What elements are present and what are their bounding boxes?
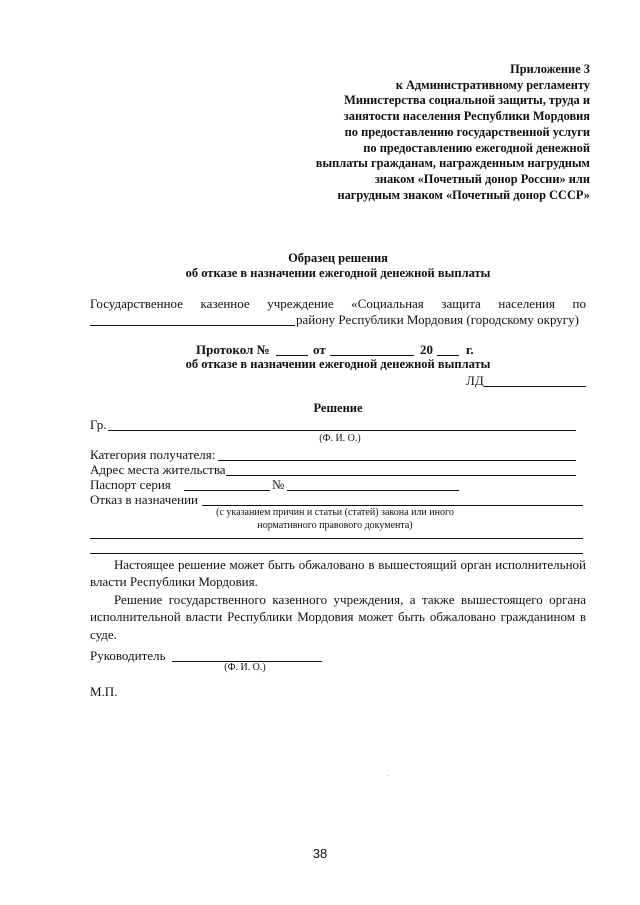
sample-title-block: [90, 251, 586, 281]
passport-label: Паспорт серия: [90, 477, 171, 492]
passport-number-label: №: [272, 477, 285, 492]
seal-label: М.П.: [90, 684, 118, 699]
appendix-line: выплаты гражданам, награжденным нагрудным: [315, 156, 590, 171]
appendix-line: нагрудным знаком «Почетный донор СССР»: [337, 187, 590, 202]
protocol-subtitle: [90, 357, 586, 372]
decision-heading-block: [90, 401, 586, 416]
refusal-label: Отказ в назначении: [90, 492, 198, 507]
appendix-line: Приложение 3: [510, 62, 590, 76]
reason-caption-2: нормативного правового документа): [257, 520, 413, 531]
district-blank: [90, 325, 295, 326]
appeal-paragraph-2: Решение государственного казенного учреждения, а также вышестоящего органа исполнительной власти Республики Мордовия может быть обжаловано гражданином в суде.: [90, 591, 586, 642]
protocol-subtitle-text: об отказе в назначении ежегодной денежной выплаты: [185, 357, 491, 371]
appeal-paragraph-1: Настоящее решение может быть обжаловано в вышестоящий орган исполнительной власти Республики Мордовия.: [90, 557, 586, 590]
protocol-date-blank: [330, 355, 414, 356]
citizen-fio-blank: [108, 430, 576, 431]
protocol-label: Протокол №: [196, 342, 270, 357]
protocol-number-blank: [276, 355, 308, 356]
scan-speck: [388, 775, 389, 776]
institution-line-2: району Республики Мордовия (городскому округу): [296, 312, 579, 327]
head-label: Руководитель: [90, 648, 166, 663]
category-label: Категория получателя:: [90, 447, 216, 462]
sample-subtitle: об отказе в назначении ежегодной денежной выплаты: [185, 266, 491, 280]
address-label: Адрес места жительства: [90, 462, 226, 477]
appendix-line: к Административному регламенту: [395, 77, 590, 92]
reason-caption-1: (с указанием причин и статьи (статей) закона или иного: [216, 507, 454, 518]
decision-heading: Решение: [313, 401, 363, 415]
address-blank: [226, 475, 576, 476]
institution-line-1: Государственное казенное учреждение «Социальная защита населения по: [90, 296, 586, 311]
ld-blank: [484, 386, 586, 387]
sample-title: Образец решения: [288, 251, 388, 265]
protocol-year-blank: [437, 355, 459, 356]
citizen-label: Гр.: [90, 417, 107, 432]
protocol-from: от: [313, 342, 326, 357]
appendix-line: Министерства социальной защиты, труда и: [344, 93, 590, 108]
refusal-blank: [202, 505, 583, 506]
passport-number-blank: [287, 490, 459, 491]
appendix-line: занятости населения Республики Мордовия: [343, 109, 590, 124]
reason-blank-2: [90, 553, 583, 554]
appendix-line: по предоставлению ежегодной денежной: [363, 140, 590, 155]
appendix-line: по предоставлению государственной услуги: [344, 124, 590, 139]
protocol-year: 20: [420, 342, 433, 357]
ld-label: ЛД: [466, 373, 484, 388]
appeal-text: [90, 556, 586, 643]
appendix-line: знаком «Почетный донор России» или: [374, 171, 590, 186]
appendix-header: [270, 62, 590, 203]
signature-fio-caption: (Ф. И. О.): [224, 662, 266, 673]
citizen-fio-caption: (Ф. И. О.): [319, 433, 361, 444]
page-number: 38: [312, 846, 328, 861]
reason-blank-1: [90, 538, 583, 539]
passport-series-blank: [184, 490, 270, 491]
protocol-year-suffix: г.: [466, 342, 474, 357]
category-blank: [218, 460, 576, 461]
